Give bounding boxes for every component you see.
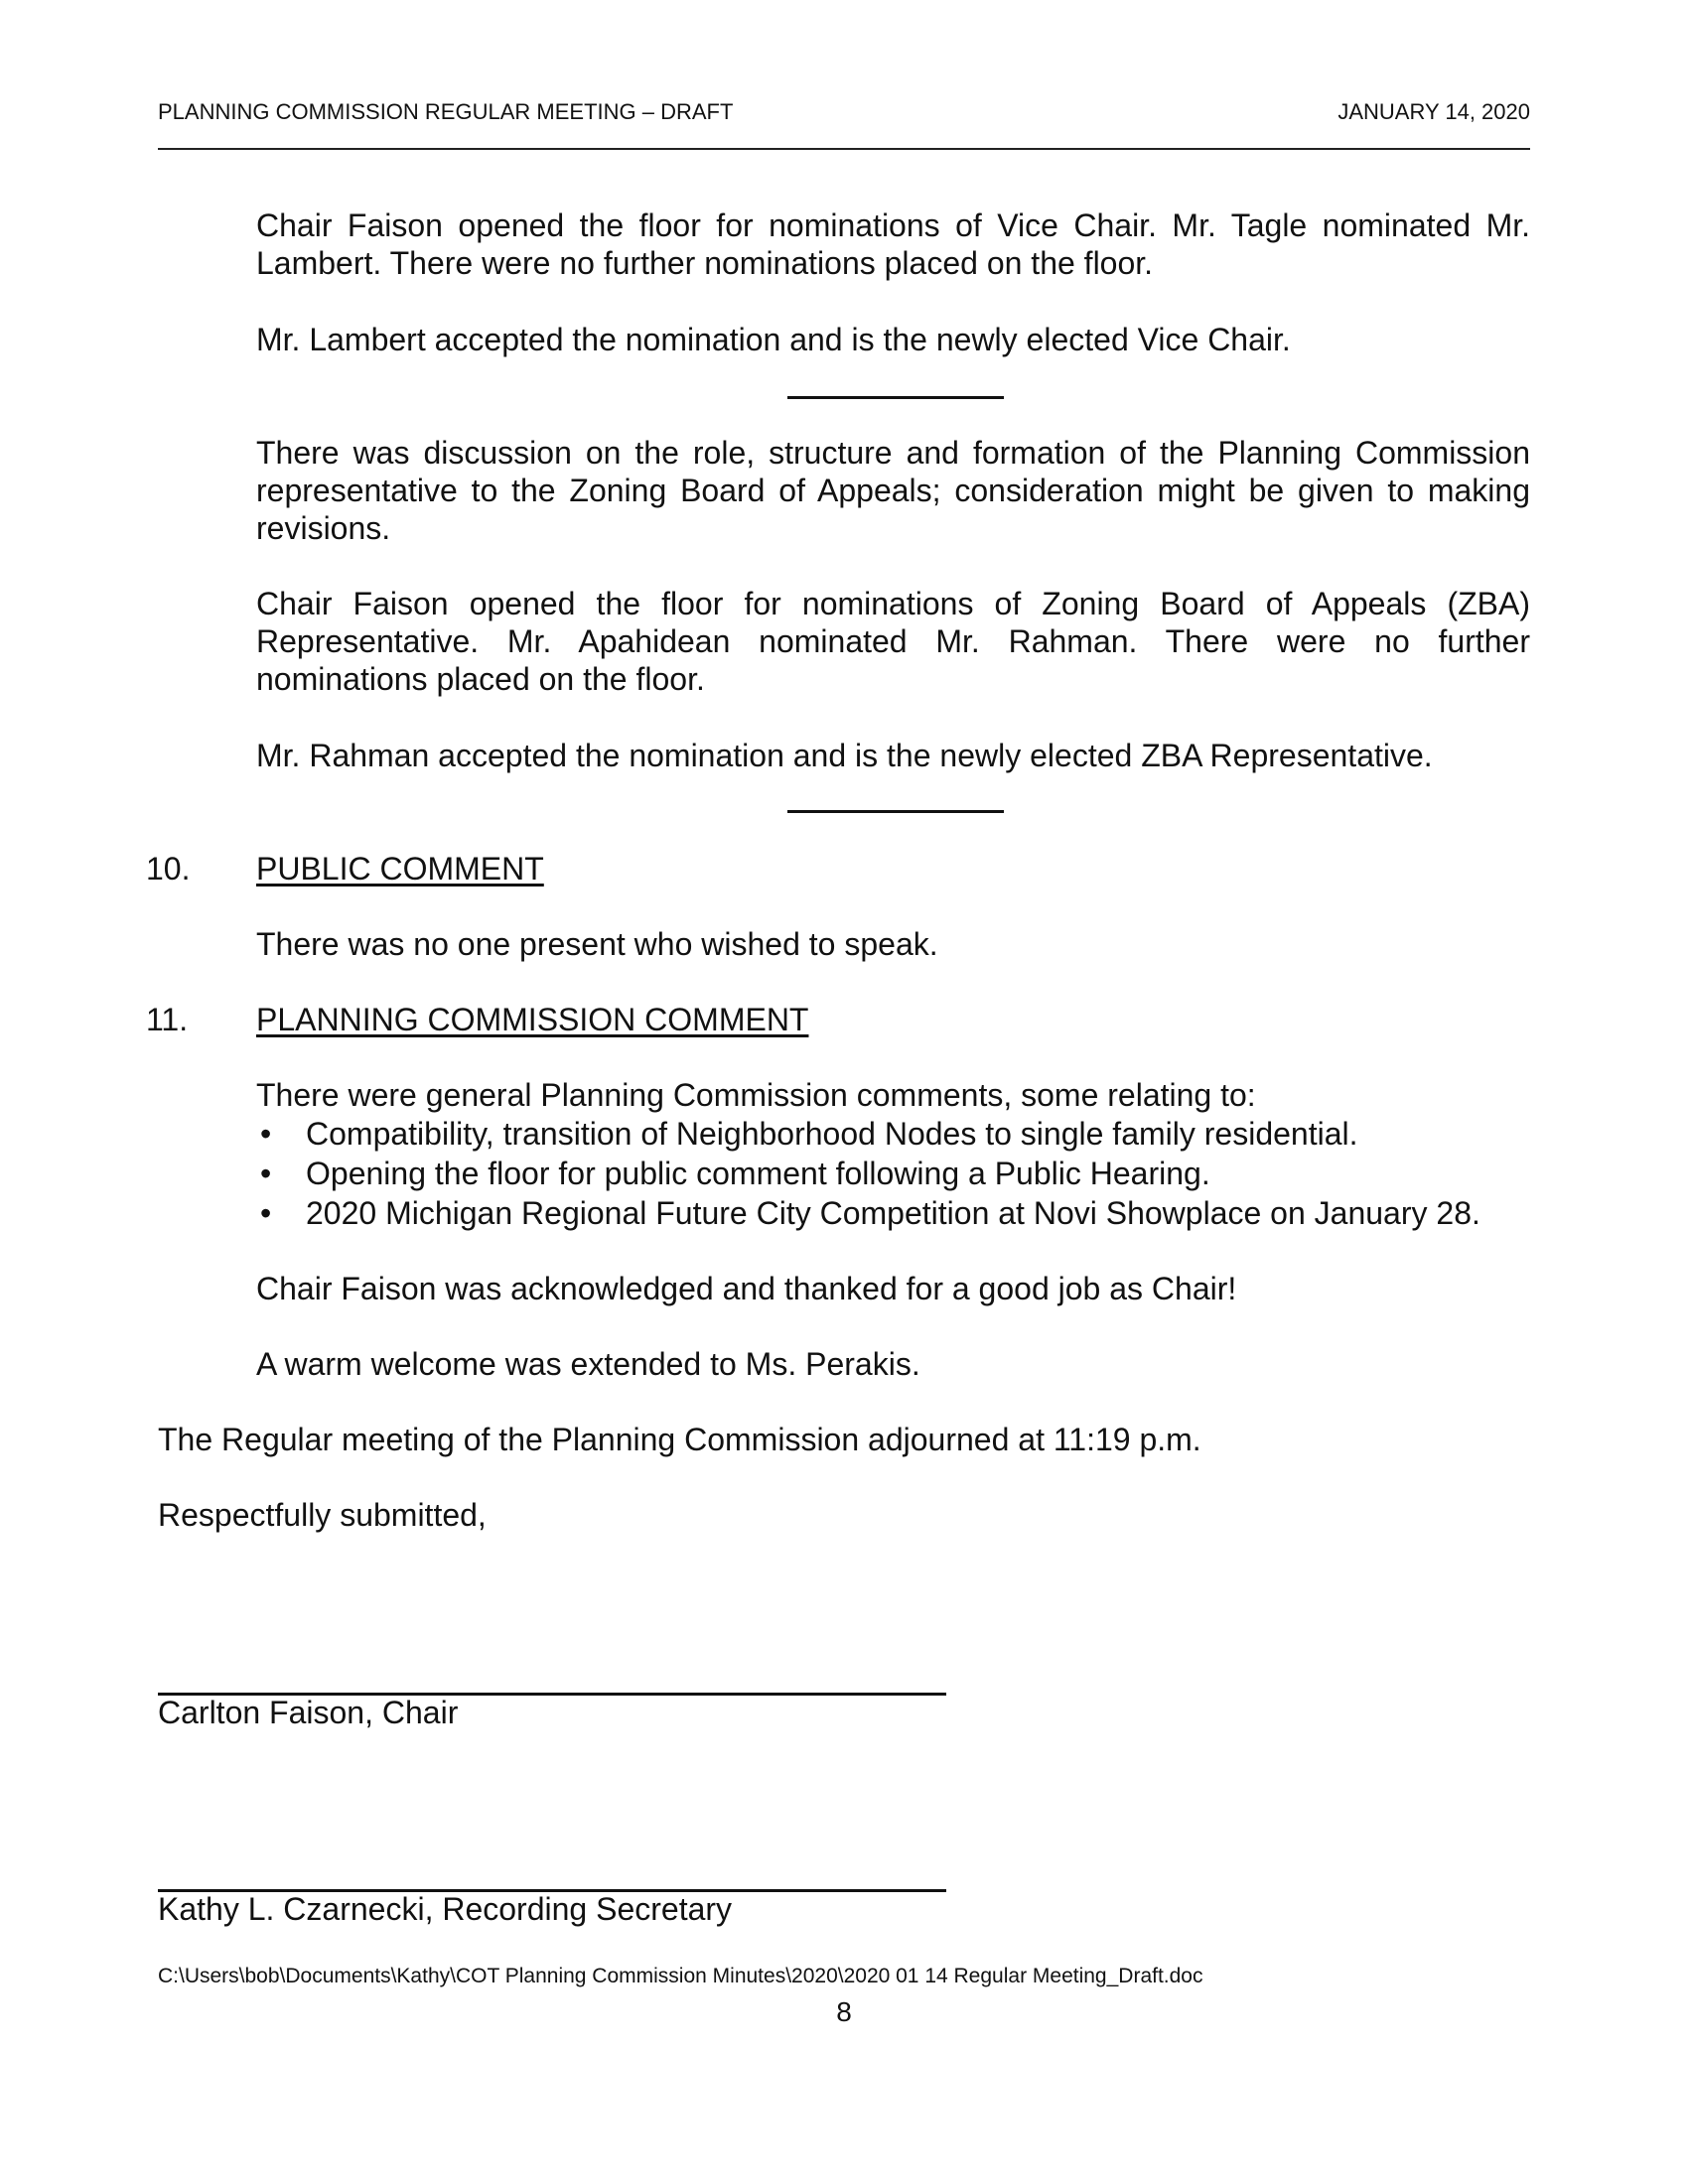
section-divider bbox=[787, 810, 1004, 813]
paragraph-welcome: A warm welcome was extended to Ms. Perakis. bbox=[256, 1346, 920, 1382]
paragraph-zba-discussion: There was discussion on the role, structure and formation of the Planning Commission representative to the Zoning Board of Appeals; consideration might be given to making revisions. bbox=[256, 435, 1530, 546]
bullet-icon: • bbox=[260, 1156, 272, 1191]
header-date: JANUARY 14, 2020 bbox=[1337, 99, 1530, 124]
list-item bbox=[256, 1154, 1547, 1193]
section-intro: There were general Planning Commission comments, some relating to: bbox=[256, 1077, 1256, 1113]
footer-file-path: C:\Users\bob\Documents\Kathy\COT Planning Commission Minutes\2020\2020 01 14 Regular Meeting_Draft.doc bbox=[158, 1965, 1203, 1987]
section-number: 11. bbox=[146, 1002, 189, 1037]
section-divider bbox=[787, 396, 1004, 399]
paragraph-zba-accepted: Mr. Rahman accepted the nomination and is the newly elected ZBA Representative. bbox=[256, 738, 1433, 773]
list-item-text: 2020 Michigan Regional Future City Competition at Novi Showplace on January 28. bbox=[306, 1195, 1480, 1231]
signature-name-chair: Carlton Faison, Chair bbox=[158, 1695, 459, 1730]
comment-bullet-list bbox=[256, 1114, 1547, 1233]
header-rule bbox=[158, 148, 1530, 150]
section-number: 10. bbox=[146, 851, 191, 887]
list-item-text: Opening the floor for public comment following a Public Hearing. bbox=[306, 1156, 1210, 1191]
header-title: PLANNING COMMISSION REGULAR MEETING – DRAFT bbox=[158, 99, 734, 124]
section-title-public-comment: PUBLIC COMMENT bbox=[256, 851, 544, 887]
bullet-icon: • bbox=[260, 1195, 272, 1231]
paragraph-vice-chair-accepted: Mr. Lambert accepted the nomination and is the newly elected Vice Chair. bbox=[256, 322, 1291, 357]
paragraph-chair-acknowledged: Chair Faison was acknowledged and thanked for a good job as Chair! bbox=[256, 1271, 1237, 1306]
section-text: There was no one present who wished to speak. bbox=[256, 926, 938, 962]
bullet-icon: • bbox=[260, 1116, 272, 1152]
section-title-planning-commission-comment: PLANNING COMMISSION COMMENT bbox=[256, 1002, 809, 1037]
paragraph-vice-chair-nominations: Chair Faison opened the floor for nominations of Vice Chair. Mr. Tagle nominated Mr. Lambert. There were no further nominations placed on the floor. bbox=[256, 207, 1530, 281]
respectfully-submitted: Respectfully submitted, bbox=[158, 1497, 487, 1533]
signature-name-secretary: Kathy L. Czarnecki, Recording Secretary bbox=[158, 1891, 733, 1927]
list-item-text: Compatibility, transition of Neighborhood Nodes to single family residential. bbox=[306, 1116, 1358, 1152]
paragraph-zba-nominations: Chair Faison opened the floor for nominations of Zoning Board of Appeals (ZBA) Representative. Mr. Apahidean nominated Mr. Rahman. There were no further nominations placed on the floor. bbox=[256, 586, 1530, 697]
list-item bbox=[256, 1193, 1547, 1233]
adjournment-text: The Regular meeting of the Planning Commission adjourned at 11:19 p.m. bbox=[158, 1422, 1201, 1457]
list-item bbox=[256, 1114, 1547, 1154]
page-number: 8 bbox=[836, 1996, 852, 2027]
